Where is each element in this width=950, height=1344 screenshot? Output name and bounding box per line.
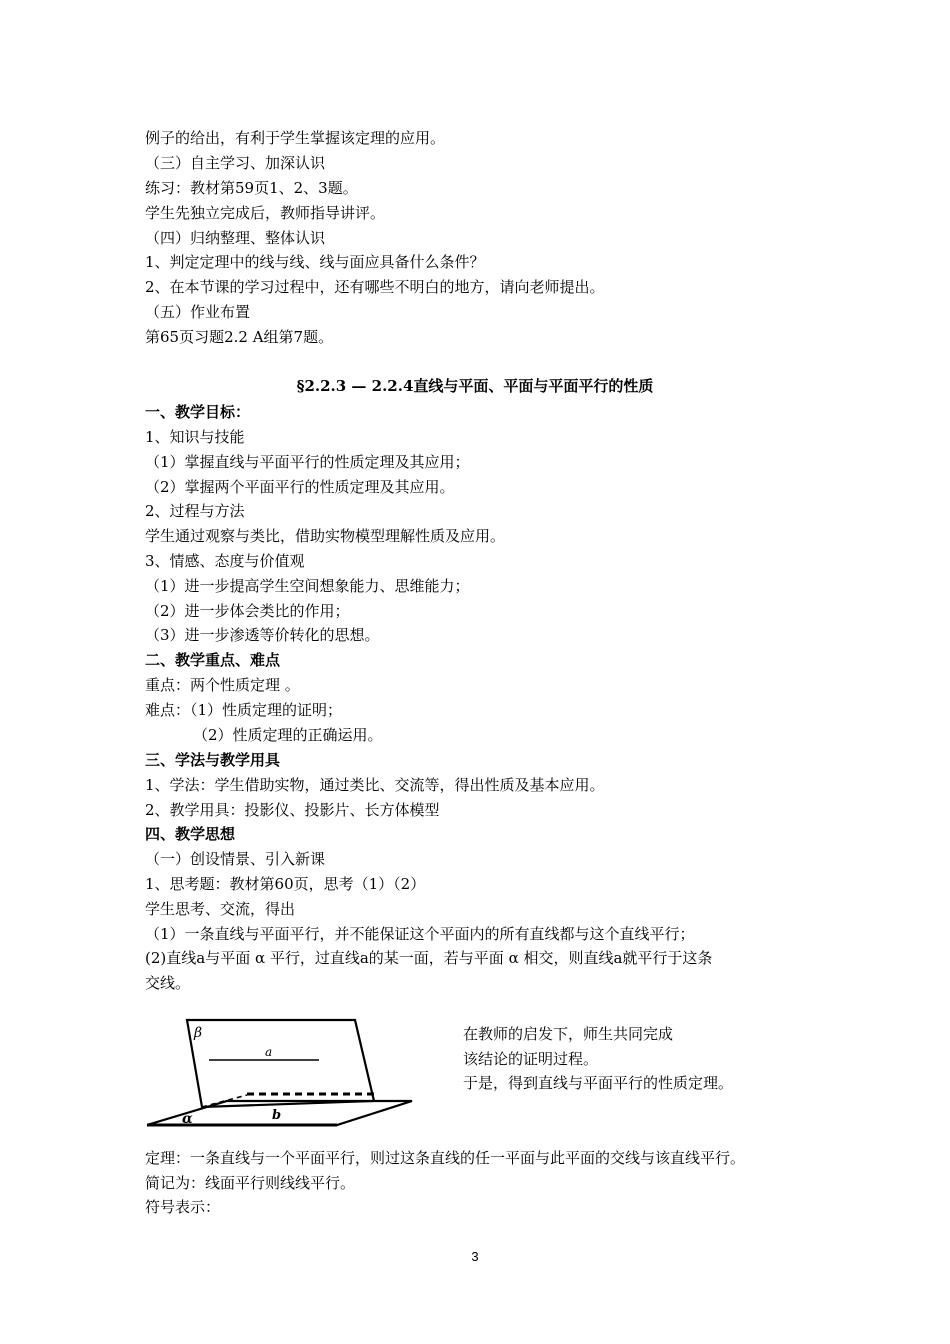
text-line: （3）进一步渗透等价转化的思想。: [145, 626, 380, 644]
label-beta: β: [194, 1025, 203, 1041]
subheading-line: （五）作业布置: [145, 303, 251, 321]
text-line: 交线。: [145, 974, 191, 992]
text-line: 1、判定定理中的线与线、线与面应具备什么条件？: [145, 253, 485, 271]
label-b: b: [272, 1108, 282, 1123]
text-line: （2）性质定理的正确运用。: [193, 726, 383, 744]
theorem-line: 定理：一条直线与一个平面平行，则过这条直线的任一平面与此平面的交线与该直线平行。: [145, 1149, 746, 1167]
text-line: （1）一条直线与平面平行，并不能保证这个平面内的所有直线都与这个直线平行；: [145, 925, 695, 943]
text-line: 重点：两个性质定理 。: [145, 676, 300, 694]
text-line: 学生通过观察与类比，借助实物模型理解性质及应用。: [145, 527, 506, 545]
subheading-line: （一）创设情景、引入新课: [145, 850, 326, 868]
text-line: 1、思考题：教材第60页，思考（1）（2）: [145, 875, 426, 893]
text-line: 简记为：线面平行则线线平行。: [145, 1174, 356, 1192]
page-number: 3: [471, 1249, 479, 1264]
text-line: 1、知识与技能: [145, 428, 245, 446]
text-line: 2、在本节课的学习过程中，还有哪些不明白的地方，请向老师提出。: [145, 278, 605, 296]
label-a: a: [265, 1045, 273, 1059]
label-alpha: α: [182, 1111, 193, 1127]
text-line: 符号表示：: [145, 1198, 221, 1216]
text-line: 难点：（1）性质定理的证明；: [145, 701, 343, 719]
heading-teaching-ideas: 四、教学思想: [145, 825, 236, 843]
text-line: 学生先独立完成后，教师指导讲评。: [145, 204, 386, 222]
text-line: 1、学法：学生借助实物，通过类比、交流等，得出性质及基本应用。: [145, 776, 605, 794]
text-line: 2、过程与方法: [145, 502, 245, 520]
text-line: （1）进一步提高学生空间想象能力、思维能力；: [145, 577, 470, 595]
section-title: §2.2.3 — 2.2.4直线与平面、平面与平面平行的性质: [296, 377, 654, 395]
text-line: 例子的给出，有利于学生掌握该定理的应用。: [145, 129, 446, 147]
heading-methods: 三、学法与教学用具: [145, 751, 281, 769]
subheading-line: （四）归纳整理、整体认识: [145, 229, 326, 247]
text-line: (2)直线a与平面 α 平行，过直线a的某一面，若与平面 α 相交，则直线a就平行于这条: [145, 949, 713, 967]
text-line: 第65页习题2.2 A组第7题。: [145, 328, 334, 346]
text-line: 2、教学用具：投影仪、投影片、长方体模型: [145, 801, 440, 819]
planes-figure: [147, 1015, 417, 1130]
side-text-line: 该结论的证明过程。: [463, 1050, 599, 1068]
text-line: 练习：教材第59页1、2、3题。: [145, 179, 358, 197]
text-line: 学生思考、交流，得出: [145, 900, 296, 918]
text-line: （2）掌握两个平面平行的性质定理及其应用。: [145, 478, 455, 496]
side-text-line: 于是，得到直线与平面平行的性质定理。: [463, 1074, 734, 1092]
text-line: （2）进一步体会类比的作用；: [145, 602, 350, 620]
heading-objectives: 一、教学目标：: [145, 403, 251, 421]
heading-key-points: 二、教学重点、难点: [145, 651, 281, 669]
subheading-line: （三）自主学习、加深认识: [145, 154, 326, 172]
text-line: （1）掌握直线与平面平行的性质定理及其应用；: [145, 453, 470, 471]
text-line: 3、情感、态度与价值观: [145, 552, 305, 570]
side-text-line: 在教师的启发下，师生共同完成: [463, 1025, 674, 1043]
